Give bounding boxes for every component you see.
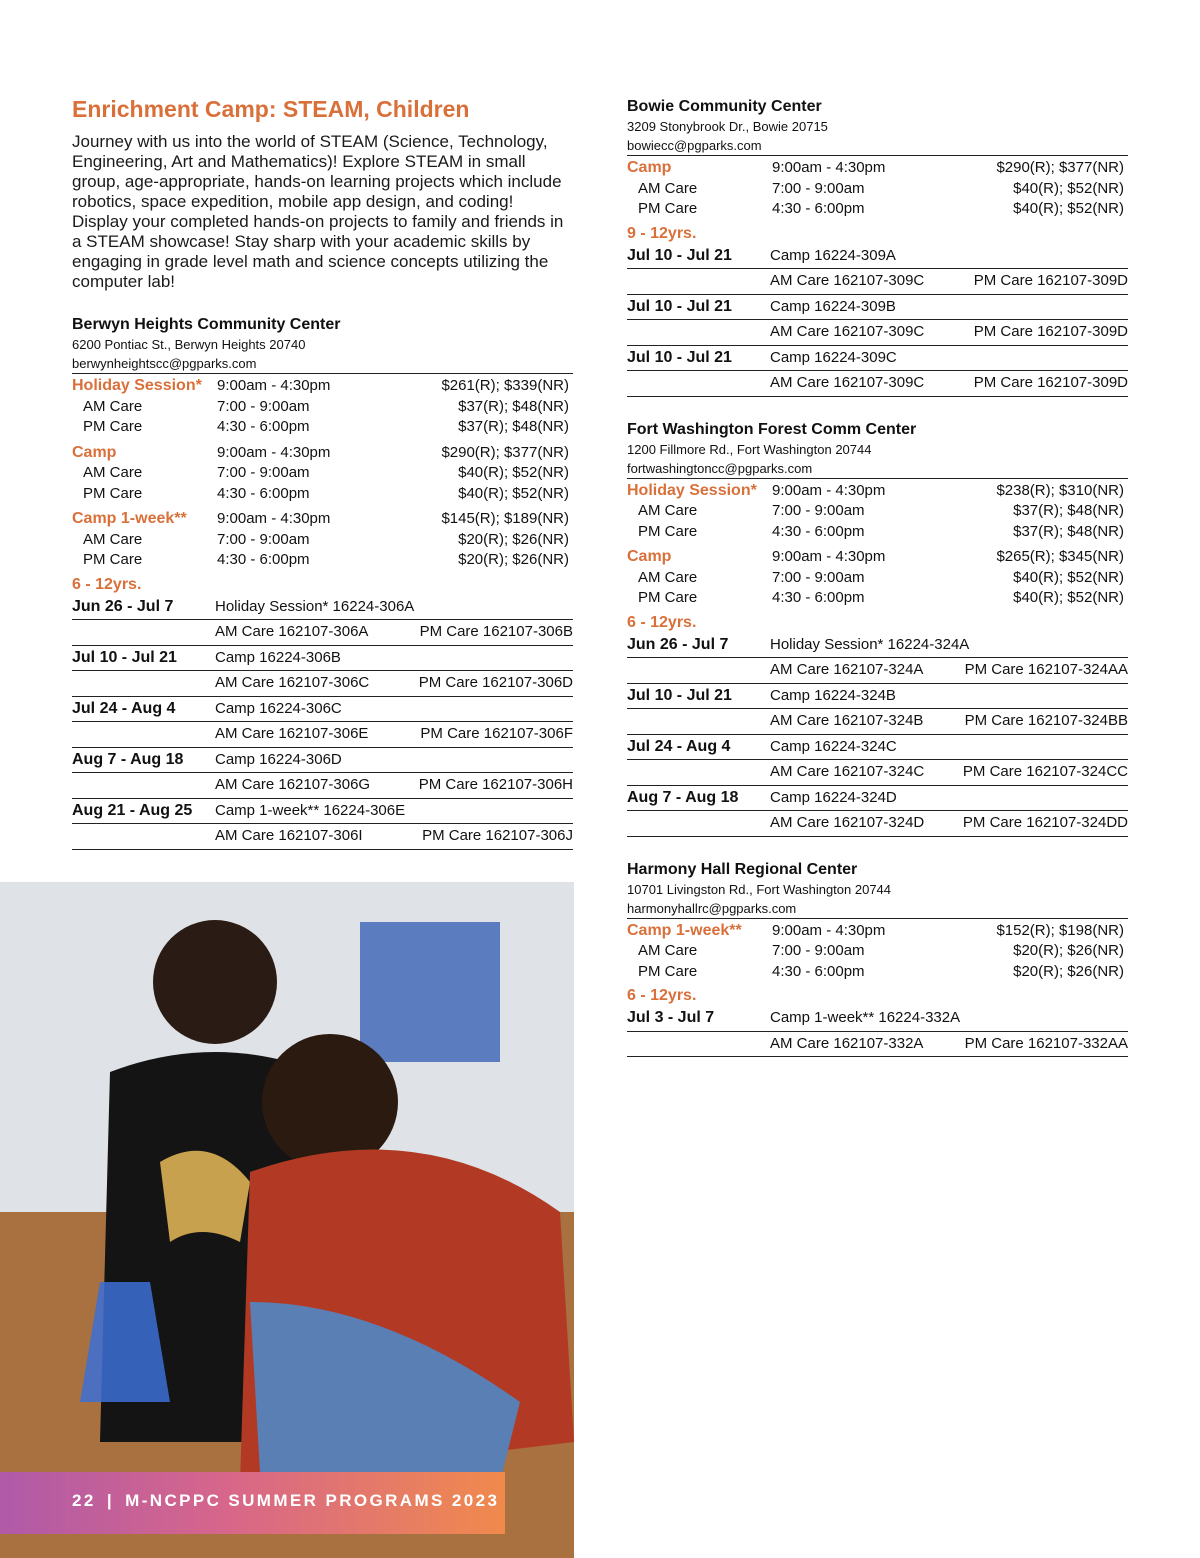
price-fee: $37(R); $48(NR) <box>1013 502 1124 519</box>
price-label: PM Care <box>638 962 698 980</box>
price-fee: $20(R); $26(NR) <box>1013 962 1124 980</box>
price-row-program <box>627 158 1128 179</box>
price-fee: $290(R); $377(NR) <box>441 443 569 461</box>
price-fee: $145(R); $189(NR) <box>441 510 569 527</box>
schedule-date: Jul 3 - Jul 7 <box>627 1009 715 1026</box>
price-list <box>627 921 1128 983</box>
schedule-row-camp <box>627 735 1128 761</box>
price-row-care <box>72 463 573 484</box>
photo-girl-head <box>153 920 277 1044</box>
schedule-camp-code: Camp 1-week** 16224-306E <box>215 801 406 819</box>
schedule-row-camp <box>627 1006 1128 1032</box>
schedule-row-camp <box>627 244 1128 270</box>
schedule-row-care <box>627 760 1128 786</box>
schedule-camp-code: Camp 16224-324C <box>770 737 897 755</box>
price-fee: $40(R); $52(NR) <box>1013 200 1124 217</box>
center-name: Fort Washington Forest Comm Center <box>627 420 917 438</box>
schedule-am-code: AM Care 162107-306C <box>215 674 370 691</box>
price-row-care <box>72 417 573 438</box>
price-fee: $37(R); $48(NR) <box>458 397 569 415</box>
price-label: Holiday Session* <box>627 481 757 499</box>
schedule-am-code: AM Care 162107-306E <box>215 725 369 742</box>
schedule-row-camp <box>72 697 573 723</box>
schedule-row-care <box>627 320 1128 346</box>
price-label: PM Care <box>638 589 698 606</box>
schedule-table <box>627 244 1128 397</box>
age-range: 9 - 12yrs. <box>627 224 697 242</box>
price-list <box>627 481 1128 609</box>
footer-title: M-NCPPC SUMMER PROGRAMS 2023 <box>125 1491 500 1510</box>
schedule-row-care <box>72 824 573 850</box>
schedule-am-code: AM Care 162107-309C <box>770 323 925 340</box>
schedule-pm-code: PM Care 162107-306H <box>418 776 573 793</box>
price-row-care <box>627 522 1128 543</box>
schedule-pm-code: PM Care 162107-309D <box>973 374 1128 391</box>
age-range: 6 - 12yrs. <box>627 613 697 631</box>
schedule-camp-code: Camp 16224-324B <box>770 686 896 704</box>
price-time: 7:00 - 9:00am <box>217 530 310 548</box>
price-row-program <box>72 443 573 464</box>
photo-blue-panel <box>360 922 500 1062</box>
schedule-row-care <box>72 671 573 697</box>
schedule-am-code: AM Care 162107-306G <box>215 776 371 793</box>
price-list <box>627 158 1128 220</box>
schedule-am-code: AM Care 162107-306A <box>215 623 369 640</box>
price-label: AM Care <box>83 464 143 481</box>
price-fee: $40(R); $52(NR) <box>1013 568 1124 586</box>
price-label: PM Care <box>83 418 143 435</box>
photo-illustration <box>0 882 574 1558</box>
schedule-camp-code: Camp 16224-306B <box>215 648 341 666</box>
schedule-date: Jul 10 - Jul 21 <box>627 297 732 315</box>
price-fee: $20(R); $26(NR) <box>1013 942 1124 959</box>
schedule-am-code: AM Care 162107-324A <box>770 661 924 678</box>
center-block <box>627 859 1128 1058</box>
price-row-program <box>627 547 1128 568</box>
schedule-row-camp <box>72 799 573 825</box>
schedule-table <box>627 633 1128 837</box>
right-column <box>627 96 1128 1079</box>
price-label: AM Care <box>638 942 698 959</box>
schedule-camp-code: Camp 16224-306D <box>215 750 342 768</box>
schedule-row-camp <box>627 786 1128 812</box>
schedule-camp-code: Holiday Session* 16224-324A <box>770 635 970 653</box>
page-number: 22 <box>72 1491 96 1510</box>
price-time: 9:00am - 4:30pm <box>772 548 886 565</box>
price-row-care <box>627 199 1128 220</box>
price-time: 7:00 - 9:00am <box>772 502 865 519</box>
price-fee: $20(R); $26(NR) <box>458 530 569 548</box>
schedule-date: Jul 24 - Aug 4 <box>72 699 176 717</box>
schedule-am-code: AM Care 162107-324C <box>770 763 925 780</box>
price-fee: $37(R); $48(NR) <box>1013 522 1124 540</box>
price-time: 4:30 - 6:00pm <box>217 484 310 502</box>
center-block <box>627 96 1128 397</box>
schedule-pm-code: PM Care 162107-324BB <box>964 712 1128 729</box>
price-time: 7:00 - 9:00am <box>217 464 310 481</box>
schedule-table <box>72 595 573 850</box>
center-address: 3209 Stonybrook Dr., Bowie 20715 <box>627 119 828 134</box>
divider <box>627 155 1128 156</box>
price-row-care <box>72 550 573 571</box>
price-label: Camp 1-week** <box>627 921 742 939</box>
schedule-date: Jul 10 - Jul 21 <box>627 348 732 366</box>
price-row-care <box>627 962 1128 983</box>
schedule-date: Jun 26 - Jul 7 <box>72 597 174 615</box>
price-label: Holiday Session* <box>72 377 202 394</box>
price-time: 9:00am - 4:30pm <box>772 921 886 939</box>
price-label: AM Care <box>83 397 143 415</box>
age-range: 6 - 12yrs. <box>627 987 697 1004</box>
price-time: 9:00am - 4:30pm <box>217 510 331 527</box>
price-fee: $152(R); $198(NR) <box>996 921 1124 939</box>
center-email: berwynheightscc@pgparks.com <box>72 356 257 371</box>
price-time: 4:30 - 6:00pm <box>772 522 865 540</box>
divider <box>72 373 573 374</box>
schedule-am-code: AM Care 162107-309C <box>770 374 925 391</box>
schedule-row-care <box>72 620 573 646</box>
schedule-am-code: AM Care 162107-309C <box>770 272 925 289</box>
schedule-date: Jun 26 - Jul 7 <box>627 635 729 653</box>
age-range: 6 - 12yrs. <box>72 575 142 593</box>
price-row-program <box>72 376 573 397</box>
price-time: 4:30 - 6:00pm <box>772 962 865 980</box>
schedule-row-care <box>72 773 573 799</box>
schedule-pm-code: PM Care 162107-324AA <box>964 661 1128 678</box>
center-email: bowiecc@pgparks.com <box>627 138 762 153</box>
schedule-pm-code: PM Care 162107-306B <box>419 623 573 640</box>
schedule-row-care <box>627 811 1128 837</box>
schedule-am-code: AM Care 162107-324D <box>770 814 925 831</box>
price-label: Camp <box>627 548 672 565</box>
schedule-date: Aug 21 - Aug 25 <box>72 801 193 819</box>
price-row-care <box>627 179 1128 200</box>
footer <box>72 1491 499 1511</box>
price-fee: $40(R); $52(NR) <box>1013 179 1124 197</box>
center-address: 6200 Pontiac St., Berwyn Heights 20740 <box>72 337 306 352</box>
price-time: 9:00am - 4:30pm <box>217 443 331 461</box>
schedule-table <box>627 1006 1128 1057</box>
price-label: AM Care <box>83 530 143 548</box>
schedule-row-camp <box>627 633 1128 659</box>
footer-separator: | <box>106 1491 115 1510</box>
center-email: harmonyhallrc@pgparks.com <box>627 900 797 916</box>
price-label: AM Care <box>638 568 698 586</box>
schedule-row-camp <box>72 595 573 621</box>
center-address: 10701 Livingston Rd., Fort Washington 20744 <box>627 881 892 897</box>
price-label: AM Care <box>638 179 698 197</box>
price-row-care <box>627 501 1128 522</box>
price-fee: $40(R); $52(NR) <box>458 464 569 481</box>
center-address: 1200 Fillmore Rd., Fort Washington 20744 <box>627 441 872 457</box>
price-fee: $261(R); $339(NR) <box>441 377 569 394</box>
schedule-camp-code: Holiday Session* 16224-306A <box>215 597 415 615</box>
schedule-pm-code: PM Care 162107-306J <box>422 827 573 844</box>
price-label: Camp 1-week** <box>72 510 187 527</box>
schedule-row-camp <box>72 646 573 672</box>
price-time: 7:00 - 9:00am <box>772 942 865 959</box>
schedule-row-camp <box>627 346 1128 372</box>
price-row-care <box>72 530 573 551</box>
intro-paragraph: Journey with us into the world of STEAM (Science, Technology, Engineering, Art and Mathematics)! Explore STEAM in small group, age-appropriate, hands-on learning projects which include robotics, space expedition, mobile app design, and coding! Display your completed hands-on projects to family and friends in a STEAM showcase! Stay sharp with your academic skills by engaging in grade level math and science concepts utilizing the computer lab! <box>72 132 564 291</box>
price-label: PM Care <box>83 484 143 502</box>
price-fee: $40(R); $52(NR) <box>1013 589 1124 606</box>
schedule-date: Aug 7 - Aug 18 <box>627 788 739 806</box>
price-time: 4:30 - 6:00pm <box>217 551 310 568</box>
price-row-care <box>627 941 1128 962</box>
schedule-row-care <box>627 371 1128 397</box>
price-time: 7:00 - 9:00am <box>772 179 865 197</box>
children-steam-photo <box>0 882 574 1558</box>
schedule-camp-code: Camp 1-week** 16224-332A <box>770 1009 961 1026</box>
schedule-row-care <box>627 709 1128 735</box>
center-email: fortwashingtoncc@pgparks.com <box>627 460 813 476</box>
price-label: Camp <box>627 159 672 176</box>
schedule-row-care <box>627 658 1128 684</box>
price-time: 4:30 - 6:00pm <box>217 418 310 435</box>
schedule-date: Jul 10 - Jul 21 <box>72 648 177 666</box>
price-time: 4:30 - 6:00pm <box>772 589 865 606</box>
price-label: PM Care <box>83 551 143 568</box>
price-fee: $290(R); $377(NR) <box>996 159 1124 176</box>
price-label: PM Care <box>638 522 698 540</box>
price-time: 9:00am - 4:30pm <box>217 377 331 394</box>
price-row-care <box>627 568 1128 589</box>
schedule-pm-code: PM Care 162107-309D <box>973 323 1128 340</box>
center-name: Berwyn Heights Community Center <box>72 316 341 333</box>
schedule-am-code: AM Care 162107-306I <box>215 827 363 844</box>
schedule-pm-code: PM Care 162107-306D <box>418 674 573 691</box>
schedule-camp-code: Camp 16224-309A <box>770 246 896 264</box>
price-list <box>72 376 573 571</box>
price-fee: $37(R); $48(NR) <box>458 418 569 435</box>
price-label: Camp <box>72 443 117 461</box>
schedule-row-care <box>627 269 1128 295</box>
price-fee: $20(R); $26(NR) <box>458 551 569 568</box>
price-label: AM Care <box>638 502 698 519</box>
schedule-am-code: AM Care 162107-324B <box>770 712 924 729</box>
center-block <box>72 314 573 850</box>
price-time: 7:00 - 9:00am <box>217 397 310 415</box>
price-row-program <box>72 509 573 530</box>
price-row-care <box>72 397 573 418</box>
schedule-row-camp <box>627 684 1128 710</box>
schedule-date: Jul 24 - Aug 4 <box>627 737 731 755</box>
price-time: 7:00 - 9:00am <box>772 568 865 586</box>
schedule-row-camp <box>627 295 1128 321</box>
schedule-row-care <box>627 1032 1128 1058</box>
price-row-program <box>627 921 1128 942</box>
center-block <box>627 419 1128 837</box>
price-row-program <box>627 481 1128 502</box>
price-fee: $40(R); $52(NR) <box>458 484 569 502</box>
schedule-camp-code: Camp 16224-309B <box>770 297 896 315</box>
schedule-pm-code: PM Care 162107-309D <box>973 272 1128 289</box>
schedule-pm-code: PM Care 162107-332AA <box>964 1034 1128 1052</box>
schedule-row-care <box>72 722 573 748</box>
schedule-camp-code: Camp 16224-324D <box>770 788 897 806</box>
left-column <box>72 92 573 872</box>
schedule-pm-code: PM Care 162107-324DD <box>962 814 1128 831</box>
price-label: PM Care <box>638 200 698 217</box>
price-fee: $238(R); $310(NR) <box>996 481 1124 499</box>
price-time: 4:30 - 6:00pm <box>772 200 865 217</box>
price-fee: $265(R); $345(NR) <box>996 548 1124 565</box>
schedule-pm-code: PM Care 162107-306F <box>420 725 573 742</box>
schedule-row-camp <box>72 748 573 774</box>
schedule-am-code: AM Care 162107-332A <box>770 1034 924 1052</box>
center-name: Bowie Community Center <box>627 98 822 115</box>
schedule-date: Jul 10 - Jul 21 <box>627 686 732 704</box>
section-title: Enrichment Camp: STEAM, Children <box>72 96 470 122</box>
schedule-date: Aug 7 - Aug 18 <box>72 750 184 768</box>
divider <box>627 918 1128 919</box>
schedule-date: Jul 10 - Jul 21 <box>627 246 732 264</box>
schedule-camp-code: Camp 16224-306C <box>215 699 342 717</box>
price-row-care <box>72 484 573 505</box>
schedule-pm-code: PM Care 162107-324CC <box>962 763 1128 780</box>
divider <box>627 478 1128 479</box>
center-name: Harmony Hall Regional Center <box>627 860 858 878</box>
schedule-camp-code: Camp 16224-309C <box>770 348 897 366</box>
price-time: 9:00am - 4:30pm <box>772 481 886 499</box>
price-time: 9:00am - 4:30pm <box>772 159 886 176</box>
price-row-care <box>627 588 1128 609</box>
